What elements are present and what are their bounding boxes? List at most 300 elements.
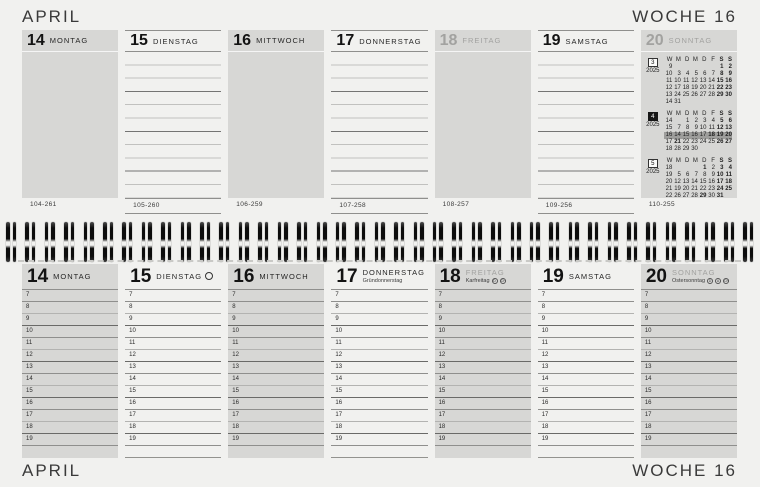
mini-calendar-grid [664,57,735,106]
binding-wire [219,222,223,262]
hour-slot-15: 15 [538,386,634,398]
binding-wire [32,222,36,262]
mini-calendar-day-cell: 9 [711,172,715,178]
binding-wire [569,222,573,262]
mini-calendar-day-cell: 16 [691,132,698,138]
notes-area [435,52,531,198]
hour-slot-8: 8 [641,302,737,314]
hour-slot-18: 18 [435,422,531,434]
mini-calendar-week-number: 16 [665,132,673,138]
hour-slot-9: 9 [435,314,531,326]
mini-calendar-week-number: 11 [666,78,673,84]
hour-slot-10: 10 [125,326,221,338]
spiral-binding [0,221,760,263]
hour-slot-17: 17 [228,410,324,422]
hour-slot-19: 19 [331,434,427,446]
bottom-day-column-14 [22,264,118,458]
hour-slot-9: 9 [641,314,737,326]
mini-calendar-day-cell: 10 [716,172,724,178]
mini-calendar-header-cell: F [711,158,715,164]
mini-calendar-week-number: 22 [665,193,673,199]
hour-slot-15: 15 [22,386,118,398]
mini-calendar-day-cell: 12 [691,78,698,84]
mini-calendar-day-cell [706,99,715,106]
binding-wire [517,222,521,262]
bottom-day-column-15 [125,264,221,458]
hour-slot-14: 14 [125,374,221,386]
mini-calendar-week-row [664,71,732,78]
mini-calendar-day-cell: 1 [703,165,707,171]
mini-calendar-day-cell: 29 [716,92,724,98]
binding-wire [595,222,599,262]
day-number: 17 [336,32,355,49]
mini-calendar-week-row [664,85,732,92]
hour-spacer [125,446,221,457]
hour-slots [22,290,118,458]
mini-calendar-day-cell [706,64,715,71]
mini-calendar-day-cell: 16 [725,78,732,84]
mini-calendar-grid [664,111,735,153]
binding-wire [323,222,327,262]
hour-slot-9: 9 [538,314,634,326]
mini-calendar-week-number: 12 [665,85,673,91]
day-number: 16 [233,31,252,49]
day-of-year-counter: 105-260 [125,198,221,214]
hour-spacer [435,446,531,458]
mini-calendar-week-row [664,99,732,106]
binding-wire [297,222,301,262]
region-mark-ch: CH [724,279,730,284]
binding-wire [556,222,560,262]
mini-calendar-header-cell: M [692,158,698,164]
mini-calendar-day-cell [689,165,698,172]
month-title-bottom: APRIL [22,461,82,480]
binding-wire [103,222,107,262]
binding-loop [161,222,171,262]
mini-calendar-day-cell [706,146,715,153]
day-header [22,264,118,290]
day-of-year-counter: 109-256 [538,198,634,214]
binding-wire [498,222,502,262]
day-number: 15 [130,266,152,287]
mini-calendar-day-cell: 2 [711,165,715,171]
binding-loop [549,222,559,262]
binding-loop [511,222,521,262]
binding-wire [187,222,191,262]
day-name: DIENSTAG [156,271,203,281]
binding-loop [491,222,501,262]
mini-calendar-day-cell: 15 [682,132,690,138]
hour-slot-10: 10 [228,326,324,338]
mini-calendar-day-cell: 30 [725,92,732,98]
hour-slot-11: 11 [538,338,634,350]
hour-slot-7: 7 [331,290,427,302]
notes-area [228,52,324,198]
mini-calendar-day-cell: 4 [686,71,690,77]
binding-wire [472,222,476,262]
binding-wire [239,222,243,262]
mini-calendar [644,158,735,200]
hour-slot-19: 19 [538,434,634,446]
hour-slot-12: 12 [22,350,118,362]
hour-slot-8: 8 [331,302,427,314]
mini-calendar-header-cell: S [727,111,732,117]
month-title-top: APRIL [22,7,82,26]
day-name: DONNERSTAG [362,268,425,277]
binding-loop [103,222,113,262]
mini-calendar-week-row [664,92,732,99]
mini-calendar-day-cell: 7 [677,125,681,131]
region-mark-d: D [493,279,496,284]
mini-calendar-day-cell: 11 [683,78,690,84]
hour-slot-17: 17 [22,410,118,422]
day-header [331,30,427,52]
day-header [125,30,221,52]
hour-slot-17: 17 [435,410,531,422]
binding-loop [472,222,482,262]
binding-wire [342,222,346,262]
top-day-column-17 [331,30,427,214]
mini-calendar-day-cell: 27 [682,193,690,199]
mini-calendar-day-cell: 4 [728,165,732,171]
binding-wire [226,222,230,262]
mini-calendar-week-row [664,78,732,85]
day-header-text [672,269,729,285]
mini-calendar-day-cell: 10 [699,125,707,131]
mini-calendar-header-cell: S [727,158,732,164]
mini-calendar-day-cell: 19 [716,132,724,138]
mini-calendar-day-cell: 8 [703,172,707,178]
hour-slot-13: 13 [125,362,221,374]
mini-calendar-header-cell: M [675,57,681,63]
top-day-column-18 [435,30,531,214]
holiday-label [363,279,425,285]
mini-calendar-header-cell: S [719,158,724,164]
binding-wire [200,222,204,262]
mini-calendar-day-cell: 18 [682,85,690,91]
mini-calendar-day-cell: 3 [677,71,681,77]
hour-spacer [641,446,737,458]
mini-calendar-day-cell: 21 [691,186,698,192]
day-header [228,30,324,52]
mini-calendar-day-cell: 11 [708,125,715,131]
mini-calendar-day-cell: 23 [691,139,698,145]
hour-slot-19: 19 [641,434,737,446]
day-of-year-counter: 110-255 [648,201,676,208]
mini-calendar-day-cell: 9 [728,71,732,77]
binding-wire [401,222,405,262]
hour-slot-16: 16 [641,398,737,410]
day-name: SAMSTAG [565,36,609,46]
mini-calendar-day-cell: 24 [716,186,724,192]
mini-calendars [641,52,737,200]
day-number: 16 [233,266,255,287]
mini-calendar-day-cell: 10 [674,78,681,84]
day-name: MONTAG [53,271,92,281]
hour-slot-12: 12 [435,350,531,362]
hour-slot-11: 11 [125,338,221,350]
day-number: 18 [439,31,458,49]
mini-calendar-day-cell: 26 [691,92,698,98]
mini-calendar-header-cell: S [719,111,724,117]
top-day-column-16 [228,30,324,214]
mini-calendar-month-number: 4 [648,112,658,121]
week-title-top: WOCHE 16 [632,7,737,26]
binding-wire [13,222,17,262]
mini-calendar-header-cell: F [711,111,715,117]
day-header-text [156,273,202,281]
mini-calendar-day-cell: 3 [703,118,707,124]
hour-slot-17: 17 [125,410,221,422]
binding-wire [168,222,172,262]
day-number: 18 [439,266,461,287]
mini-calendar-day-cell: 28 [691,193,698,199]
mini-calendar-header-cell: M [675,158,681,164]
mini-calendar-day-cell: 25 [725,186,732,192]
binding-wire [731,222,735,262]
mini-calendar-day-cell: 15 [716,78,724,84]
day-number: 15 [130,32,148,49]
mini-calendar-day-cell: 28 [708,92,715,98]
day-name: SONNTAG [671,267,716,277]
bottom-day-column-18 [435,264,531,458]
binding-wire [646,222,650,262]
mini-calendar-week-row [664,179,732,186]
mini-calendar-day-cell [698,64,707,71]
binding-loop [530,222,540,262]
mini-calendar-day-cell [698,146,707,153]
mini-calendar-day-cell: 27 [699,92,707,98]
day-header [435,30,531,52]
mini-calendar-day-cell: 4 [711,118,715,124]
binding-wire [25,222,29,262]
hour-spacer [538,446,634,457]
mini-calendar-year: 2025 [646,122,660,128]
mini-calendar-day-cell: 18 [708,132,715,138]
bottom-day-column-20 [641,264,737,458]
binding-wire [304,222,308,262]
mini-calendar-day-cell: 23 [708,186,715,192]
binding-wire [375,222,379,262]
hour-slot-19: 19 [22,434,118,446]
day-number: 19 [542,266,564,287]
binding-loop [588,222,598,262]
mini-calendar-header-cell: D [702,57,707,63]
mini-calendar-day-cell: 28 [674,146,681,152]
binding-wire [161,222,165,262]
day-number: 20 [645,31,664,49]
binding-wire [608,222,612,262]
mini-calendar-day-cell: 30 [708,193,715,199]
day-name: MITTWOCH [256,36,306,45]
mini-calendar-day-cell: 12 [674,179,681,185]
mini-calendar [644,57,735,106]
binding-wire [71,222,75,262]
holiday-name: Gründonnerstag [362,277,403,284]
mini-calendar-day-cell: 5 [694,71,698,77]
bottom-day-column-16 [228,264,324,458]
mini-calendar-day-cell: 22 [716,85,724,91]
holiday-label [466,278,506,284]
mini-calendar-week-number: 9 [669,64,673,70]
hour-slot-17: 17 [538,410,634,422]
mini-calendar-day-cell: 6 [703,71,707,77]
mini-calendar-header-cell: D [702,158,707,164]
hour-slot-16: 16 [125,398,221,410]
binding-wire [414,222,418,262]
hour-slot-18: 18 [538,422,634,434]
day-header [538,264,634,290]
binding-wire [433,222,437,262]
hour-slot-13: 13 [435,362,531,374]
mini-calendar-day-cell: 3 [720,165,724,171]
hour-slot-13: 13 [641,362,737,374]
notes-area [538,52,634,198]
binding-wire [692,222,696,262]
mini-calendar-week-row [664,146,732,153]
hour-slot-7: 7 [22,290,118,302]
hour-slot-10: 10 [435,326,531,338]
hour-slots [331,290,427,457]
mini-calendar-day-cell: 14 [691,179,698,185]
mini-calendar-year: 2025 [646,68,660,74]
mini-calendar-week-number: 21 [665,186,673,192]
day-header [435,264,531,290]
mini-calendar-day-cell: 8 [720,71,724,77]
day-name: MONTAG [49,36,89,45]
bottom-week-grid [22,264,737,458]
day-header-text [466,269,506,285]
binding-wire [110,222,114,262]
day-name: DIENSTAG [152,36,199,46]
mini-calendar-week-row [664,125,732,132]
binding-wire [420,222,424,262]
hour-slot-12: 12 [641,350,737,362]
hour-slot-16: 16 [538,398,634,410]
mini-calendar-day-cell: 7 [694,172,698,178]
mini-calendar-header-cell: D [685,158,690,164]
mini-calendar-day-cell: 16 [708,179,715,185]
mini-calendar-header-cell: M [692,111,698,117]
mini-calendar-day-cell [681,165,690,172]
mini-calendar-day-cell: 31 [716,193,724,199]
binding-loop [45,222,55,262]
hour-slot-10: 10 [641,326,737,338]
mini-calendar-day-cell: 14 [708,78,715,84]
day-number: 19 [542,32,561,49]
hour-spacer [331,446,427,457]
top-day-column-14 [22,30,118,214]
mini-calendar-week-number: 15 [665,125,673,131]
top-day-column-15 [125,30,221,214]
day-header [641,30,737,52]
mini-calendar-day-cell [672,118,681,125]
day-number: 14 [27,266,49,287]
mini-calendar-week-row [664,64,732,71]
mini-calendar-day-cell: 2 [694,118,698,124]
hour-slot-12: 12 [228,350,324,362]
notes-area [22,52,118,198]
top-day-column-19 [538,30,634,214]
mini-calendar-header-cell: W [666,57,673,63]
hour-slot-14: 14 [22,374,118,386]
mini-calendar-day-cell: 22 [699,186,707,192]
mini-calendar-day-cell [723,99,732,106]
hour-slot-18: 18 [125,422,221,434]
binding-wire [627,222,631,262]
binding-wire [711,222,715,262]
binding-wire [122,222,126,262]
hour-slot-16: 16 [435,398,531,410]
mini-calendar-header-cell: S [727,57,732,63]
mini-calendar-header-cell: M [675,111,681,117]
binding-wire [148,222,152,262]
mini-calendar-panel [641,52,737,198]
day-number: 17 [336,266,358,287]
day-header [538,30,634,52]
mini-calendar-day-cell: 29 [682,146,690,152]
hour-slot-12: 12 [331,350,427,362]
mini-calendar-day-cell: 17 [716,179,724,185]
mini-calendar-header-row [664,111,732,118]
binding-wire [575,222,579,262]
mini-calendar-day-cell [672,64,681,71]
mini-calendar-day-cell: 9 [694,125,698,131]
binding-loop [122,222,132,262]
binding-loop [200,222,210,262]
hour-slot-12: 12 [538,350,634,362]
day-of-year-counter: 104-261 [30,201,57,208]
day-of-year-counter: 106-259 [236,201,263,208]
hour-slot-7: 7 [228,290,324,302]
mini-calendar-day-cell: 20 [725,132,732,138]
hour-slot-17: 17 [641,410,737,422]
hour-slots [538,290,634,457]
hour-slot-10: 10 [538,326,634,338]
binding-wire [84,222,88,262]
mini-calendar-month-number: 5 [648,159,658,168]
region-mark-a: A [716,279,720,284]
binding-wire [743,222,747,262]
hour-slot-16: 16 [228,398,324,410]
mini-calendar-day-cell [723,146,732,153]
binding-loop [705,222,715,262]
day-header-text [259,273,308,281]
mini-calendar-header-cell: W [666,111,673,117]
mini-calendar-day-cell: 23 [725,85,732,91]
region-mark-d: D [708,279,712,284]
mini-calendar-day-cell: 20 [682,186,690,192]
binding-wire [705,222,709,262]
binding-loop [685,222,695,262]
mini-calendar-header-cell: M [692,57,698,63]
mini-calendar-day-cell: 2 [728,64,732,70]
top-day-column-20 [641,30,737,214]
mini-calendar-day-cell: 21 [674,139,681,145]
mini-calendar-day-cell: 26 [716,139,724,145]
day-header [125,264,221,290]
mini-calendar-day-cell [681,64,690,71]
hour-slot-8: 8 [435,302,531,314]
binding-wire [317,222,321,262]
mini-calendar-current-week-row [664,132,732,139]
binding-wire [355,222,359,262]
mini-calendar-day-cell: 27 [725,139,732,145]
mini-calendar-week-row [664,118,732,125]
day-name: SAMSTAG [568,271,612,281]
binding-loop [25,222,35,262]
hour-slot-9: 9 [228,314,324,326]
